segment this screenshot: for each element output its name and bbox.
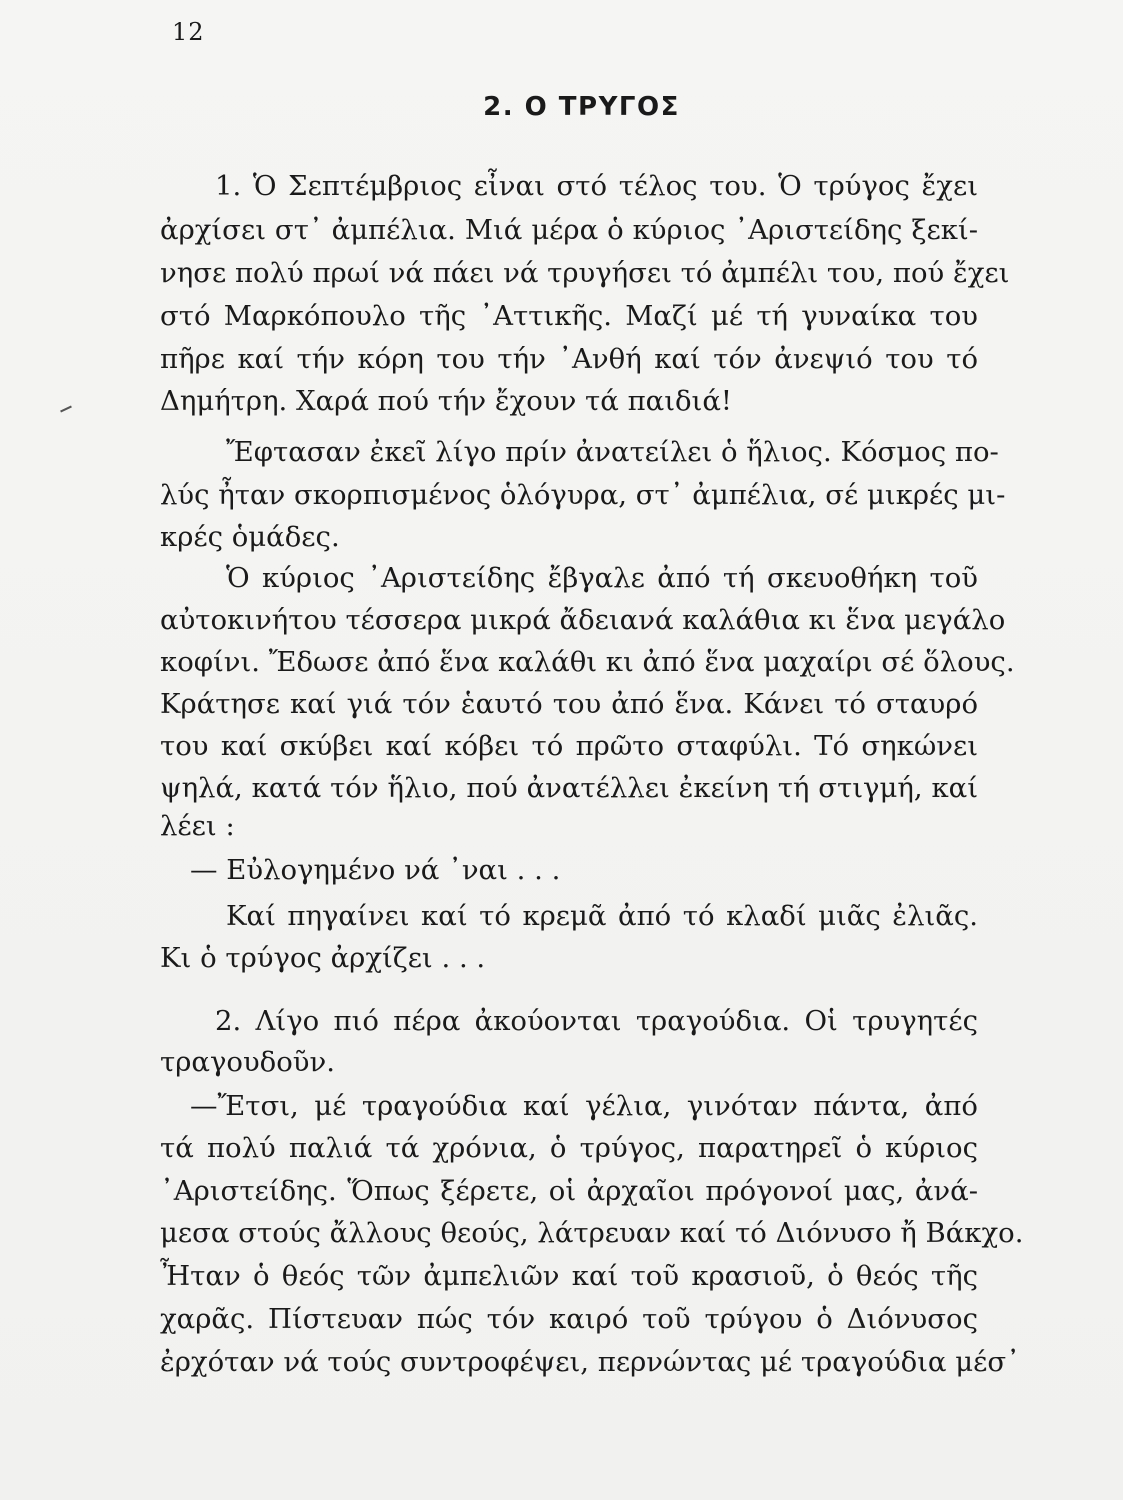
- text-line: Δημήτρη. Χαρά πού τήν ἔχουν τά παιδιά!: [160, 385, 732, 417]
- text-line: κοφίνι. Ἔδωσε ἀπό ἕνα καλάθι κι ἀπό ἕνα μαχαίρι σέ ὅλους.: [160, 646, 1015, 678]
- text-line: μεσα στούς ἄλλους θεούς, λάτρευαν καί τό Διόνυσο ἤ Βάκχο.: [160, 1217, 1024, 1249]
- text-line: ᾿Αριστείδης. Ὅπως ξέρετε, οἱ ἀρχαῖοι πρόγονοί μας, ἀνά-: [160, 1175, 978, 1207]
- text-line: χαρᾶς. Πίστευαν πώς τόν καιρό τοῦ τρύγου ὁ Διόνυσος: [160, 1303, 978, 1335]
- text-line: πῆρε καί τήν κόρη του τήν ᾿Ανθή καί τόν ἀνεψιό του τό: [160, 343, 978, 375]
- text-line: τραγουδοῦν.: [160, 1046, 335, 1078]
- text-line: του καί σκύβει καί κόβει τό πρῶτο σταφύλι. Τό σηκώνει: [160, 730, 978, 762]
- text-line: ψηλά, κατά τόν ἥλιο, πού ἀνατέλλει ἐκείνη τή στιγμή, καί: [160, 772, 978, 804]
- text-line: Ἔφτασαν ἐκεῖ λίγο πρίν ἀνατείλει ὁ ἥλιος. Κόσμος πο-: [226, 436, 999, 468]
- text-line: λέει :: [160, 810, 235, 842]
- text-line: Ἦταν ὁ θεός τῶν ἀμπελιῶν καί τοῦ κρασιοῦ, ὁ θεός τῆς: [160, 1260, 978, 1292]
- text-line: Κι ὁ τρύγος ἀρχίζει . . .: [160, 942, 486, 974]
- page-number: 12: [172, 18, 205, 46]
- text-line: Ὁ κύριος ᾿Αριστείδης ἔβγαλε ἀπό τή σκευοθήκη τοῦ: [226, 562, 978, 594]
- text-line: νησε πολύ πρωί νά πάει νά τρυγήσει τό ἀμπέλι του, πού ἔχει: [160, 257, 1010, 289]
- text-line: λύς ἦταν σκορπισμένος ὁλόγυρα, στ᾿ ἀμπέλια, σέ μικρές μι-: [160, 479, 1006, 511]
- text-line: 2. Λίγο πιό πέρα ἀκούονται τραγούδια. Οἱ τρυγητές: [215, 1005, 978, 1037]
- text-line: Καί πηγαίνει καί τό κρεμᾶ ἀπό τό κλαδί μιᾶς ἐλιᾶς.: [226, 900, 978, 932]
- text-line: Κράτησε καί γιά τόν ἑαυτό του ἀπό ἕνα. Κάνει τό σταυρό: [160, 688, 978, 720]
- text-line: στό Μαρκόπουλο τῆς ᾿Αττικῆς. Μαζί μέ τή γυναίκα του: [160, 300, 978, 332]
- text-line: τά πολύ παλιά τά χρόνια, ὁ τρύγος, παρατηρεῖ ὁ κύριος: [160, 1132, 978, 1164]
- text-line: ἐρχόταν νά τούς συντροφέψει, περνώντας μέ τραγούδια μέσ᾿: [160, 1346, 1020, 1378]
- chapter-title: 2. Ο ΤΡΥΓΟΣ: [483, 92, 680, 122]
- text-line: κρές ὁμάδες.: [160, 521, 340, 553]
- margin-pencil-mark: [60, 406, 72, 413]
- text-line: αὐτοκινήτου τέσσερα μικρά ἄδειανά καλάθια κι ἕνα μεγάλο: [160, 604, 1006, 636]
- text-line: 1. Ὁ Σεπτέμβριος εἶναι στό τέλος του. Ὁ τρύγος ἔχει: [215, 170, 978, 202]
- text-line: — Εὐλογημένο νά ᾿ναι . . .: [190, 854, 561, 886]
- text-line: ἀρχίσει στ᾿ ἀμπέλια. Μιά μέρα ὁ κύριος ᾿Αριστείδης ξεκί-: [160, 214, 978, 246]
- text-line: —Ἔτσι, μέ τραγούδια καί γέλια, γινόταν πάντα, ἀπό: [190, 1090, 978, 1122]
